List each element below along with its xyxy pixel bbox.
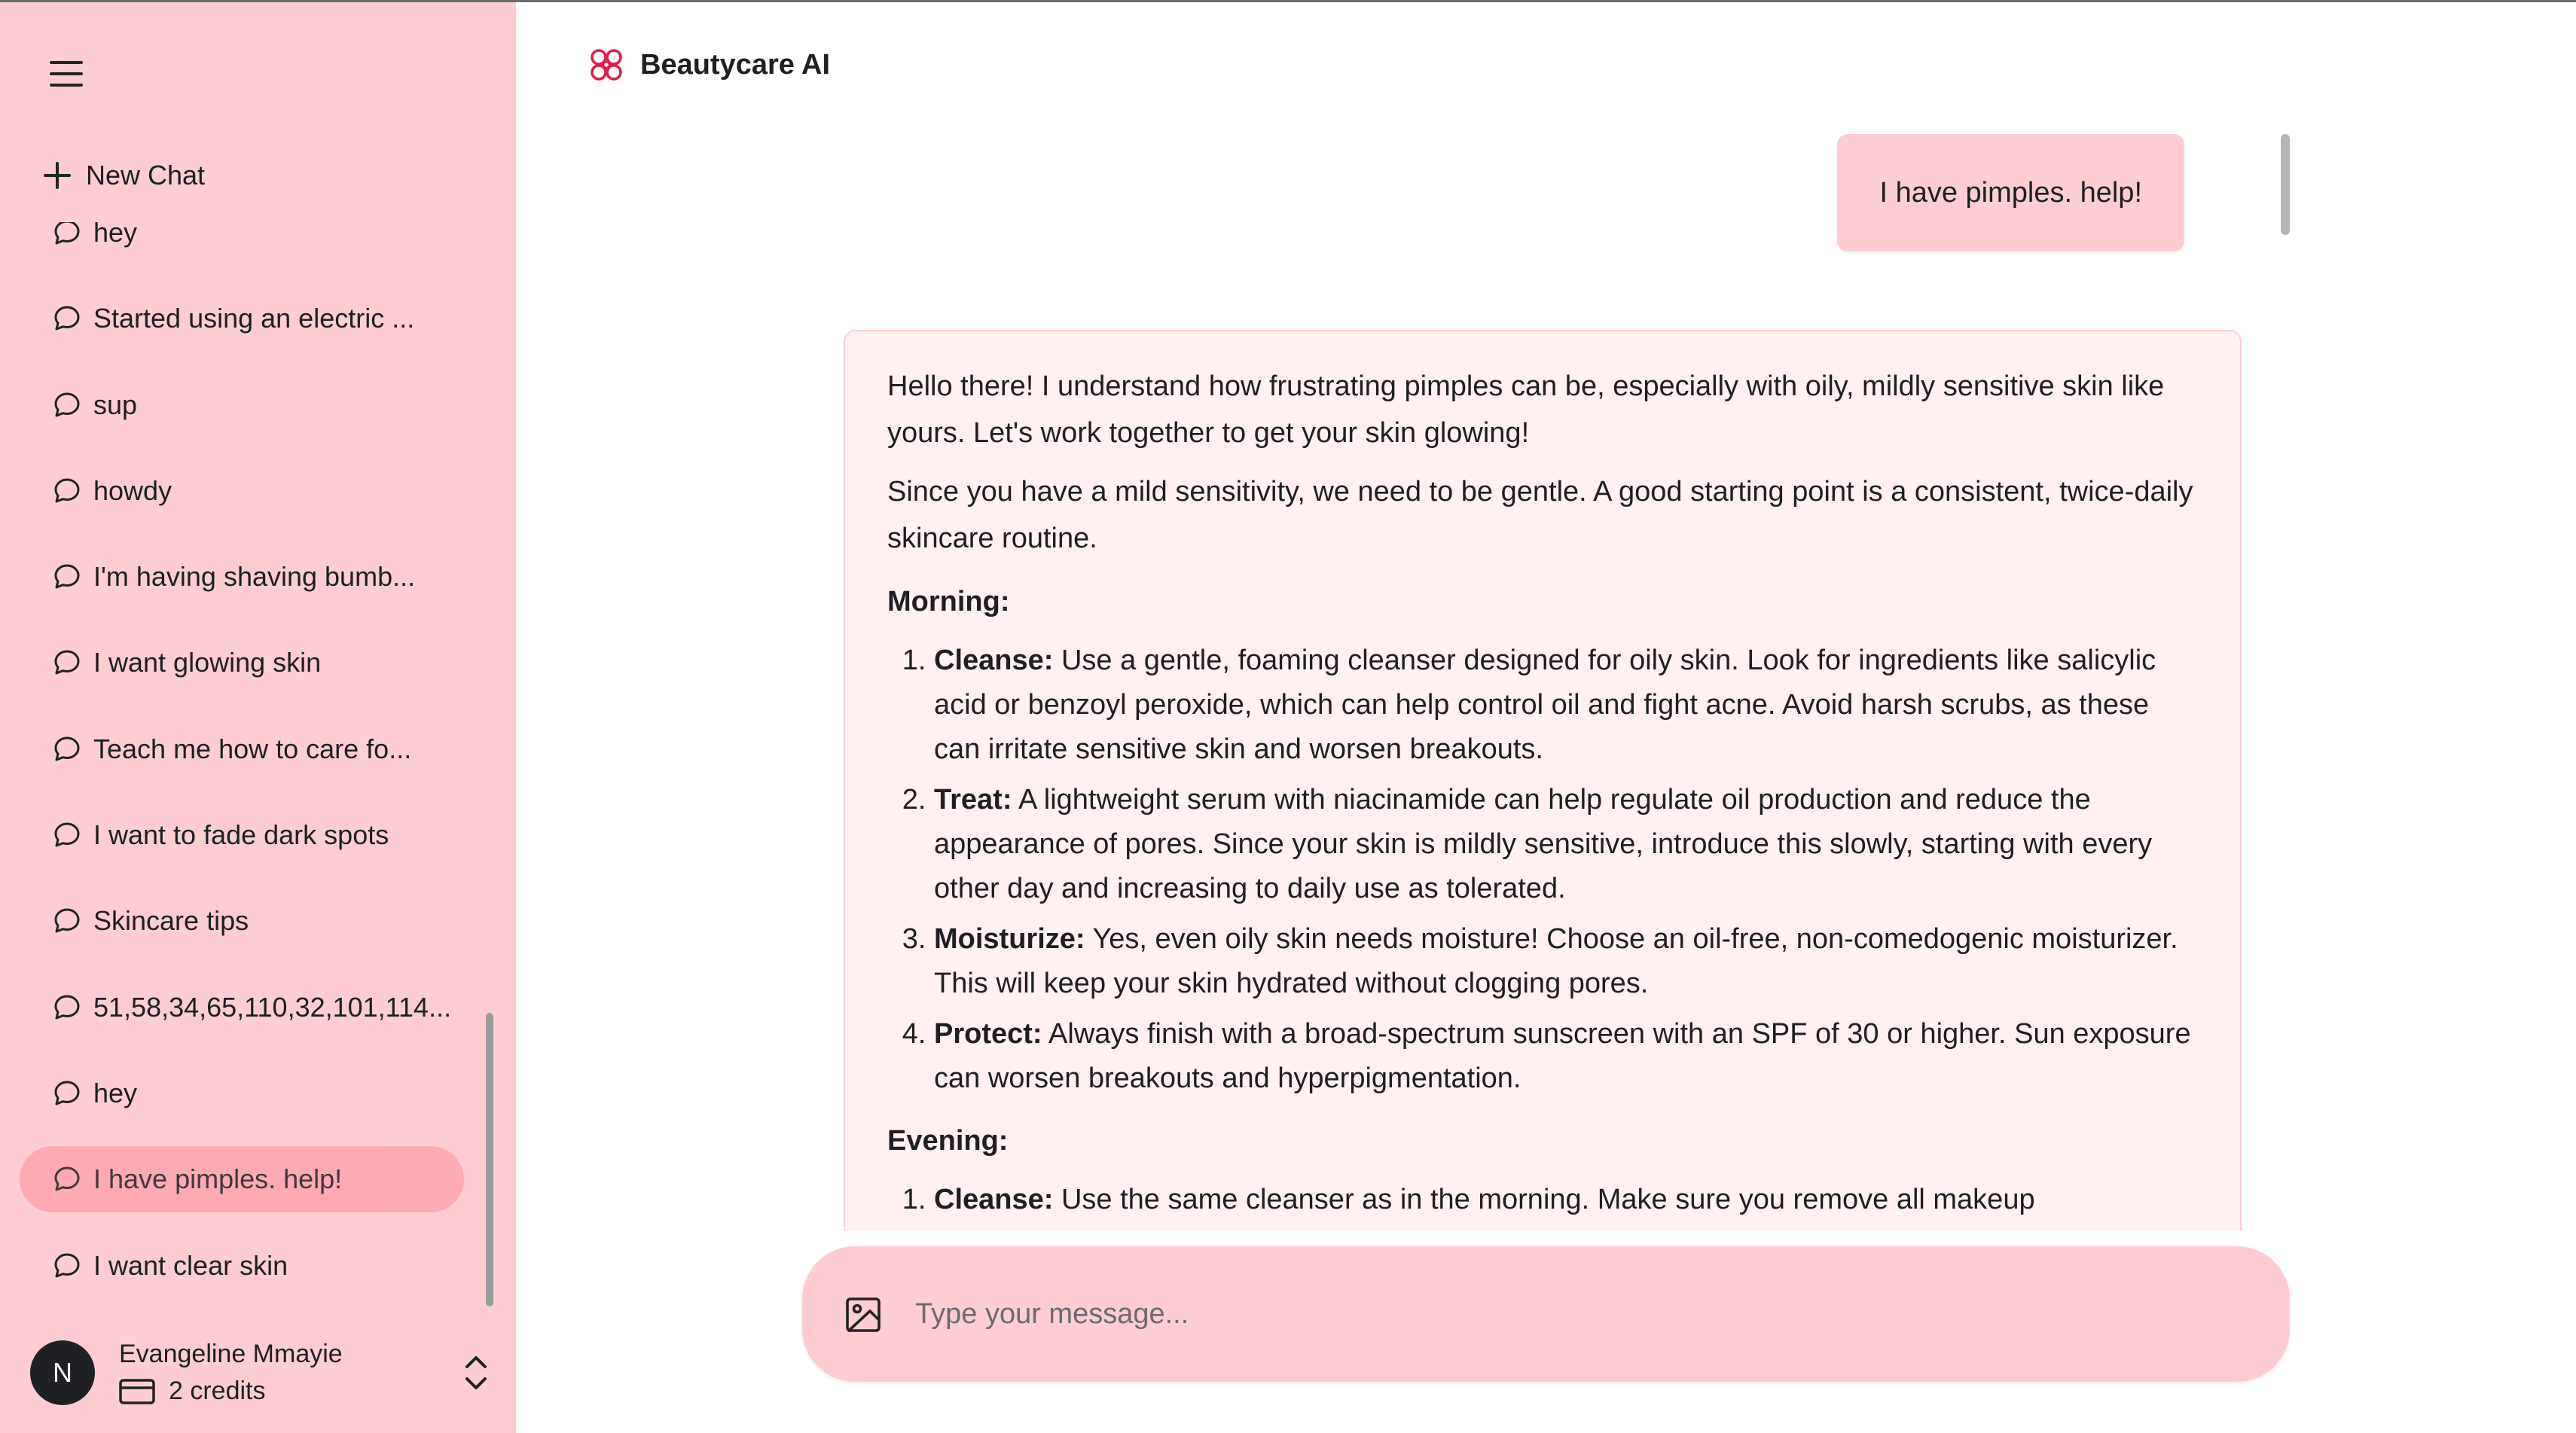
sidebar-chat-item[interactable] — [20, 1146, 464, 1212]
user-account-menu[interactable] — [30, 1328, 497, 1418]
step-title: Treat: — [934, 784, 1012, 816]
sidebar-chat-label: hey — [93, 222, 138, 248]
user-name: Evangeline Mmayie — [119, 1340, 343, 1368]
sidebar-chat-item[interactable] — [20, 222, 464, 266]
chat-bubble-icon — [53, 304, 81, 333]
sidebar-chat-label: howdy — [93, 474, 172, 506]
sidebar-chat-item[interactable] — [20, 974, 464, 1041]
chat-scrollbar[interactable] — [2281, 134, 2290, 235]
hamburger-icon[interactable] — [50, 61, 83, 90]
sidebar-scrollbar[interactable] — [486, 1013, 493, 1306]
sidebar-chat-label: hey — [93, 1077, 138, 1108]
routine-step — [934, 917, 2198, 1006]
chat-bubble-icon — [53, 1079, 81, 1108]
chat-bubble-icon — [53, 1252, 81, 1280]
sidebar-chat-label: Skincare tips — [93, 905, 249, 937]
routine-step — [934, 778, 2198, 911]
step-title: Moisturize: — [934, 923, 1085, 955]
chat-bubble-icon — [53, 907, 81, 935]
step-text: Always finish with a broad-spectrum sunscreen with an SPF of 30 or higher. Sun exposure can worsen breakouts and hyperpigmentation. — [934, 1018, 2191, 1094]
new-chat-button[interactable] — [42, 153, 205, 198]
evening-steps — [887, 1178, 2198, 1222]
brand — [588, 46, 830, 84]
chat-history-list — [0, 222, 490, 1284]
chat-bubble-icon — [53, 391, 81, 419]
step-title: Cleanse: — [934, 645, 1054, 676]
sidebar-chat-item[interactable] — [20, 458, 464, 524]
user-message: I have pimples. help! — [1837, 134, 2184, 252]
credits-count: 2 credits — [169, 1377, 266, 1405]
routine-step — [934, 1178, 2198, 1222]
sidebar-chat-item[interactable] — [20, 716, 464, 782]
app-title: Beautycare AI — [640, 48, 831, 81]
sidebar-chat-label: sup — [93, 389, 138, 420]
sidebar-chat-label: I want to fade dark spots — [93, 819, 389, 851]
chat-bubble-icon — [53, 1165, 81, 1194]
step-text: Yes, even oily skin needs moisture! Choose an oil-free, non-comedogenic moisturizer. This will keep your skin hydrated without clogging pores. — [934, 923, 2178, 999]
step-text: A lightweight serum with niacinamide can help regulate oil production and reduce the appearance of pores. Since your skin is mildly sensitive, introduce this slowly, starting with every other day and increasing to daily use as tolerated. — [934, 784, 2153, 904]
routine-step — [934, 639, 2198, 772]
avatar: N — [30, 1340, 95, 1405]
assistant-message — [844, 330, 2242, 1231]
assistant-paragraph: Since you have a mild sensitivity, we need to be gentle. A good starting point is a consistent, twice-daily skincare routine. — [887, 476, 2193, 554]
step-title: Cleanse: — [934, 1184, 1054, 1215]
sidebar-chat-label: 51,58,34,65,110,32,101,114... — [93, 991, 452, 1023]
section-heading-evening: Evening: — [887, 1125, 1009, 1157]
chat-bubble-icon — [53, 648, 81, 677]
step-text: Use a gentle, foaming cleanser designed for oily skin. Look for ingredients like salicylic acid or benzoyl peroxide, which can help control oil and fight acne. Avoid harsh scrubs, as these can irritate sensitive skin and worsen breakouts. — [934, 645, 2156, 765]
sidebar-chat-label: I want clear skin — [93, 1249, 288, 1281]
chat-bubble-icon — [53, 222, 81, 247]
chat-bubble-icon — [53, 735, 81, 764]
credit-card-icon — [119, 1378, 155, 1405]
plus-icon — [42, 160, 72, 191]
flower-logo-icon — [588, 46, 625, 84]
sidebar-chat-label: Started using an electric ... — [93, 303, 415, 334]
header — [516, 2, 2576, 130]
sidebar-chat-label: I want glowing skin — [93, 647, 322, 678]
sidebar-chat-item[interactable] — [20, 372, 464, 438]
routine-step — [934, 1012, 2198, 1101]
step-title: Protect: — [934, 1018, 1042, 1050]
sidebar-chat-item[interactable] — [20, 544, 464, 610]
chat-messages — [836, 128, 2290, 1231]
message-input[interactable] — [915, 1284, 2241, 1344]
chat-bubble-icon — [53, 993, 81, 1022]
sidebar-chat-item[interactable] — [20, 630, 464, 696]
sidebar-chat-label: I have pimples. help! — [93, 1163, 343, 1195]
message-composer — [802, 1246, 2290, 1382]
chat-bubble-icon — [53, 821, 81, 849]
sidebar-chat-item[interactable] — [20, 888, 464, 954]
new-chat-label: New Chat — [86, 160, 206, 191]
sidebar-chat-item[interactable] — [20, 802, 464, 868]
sidebar-chat-item[interactable] — [20, 285, 464, 352]
assistant-paragraph: Hello there! I understand how frustrating pimples can be, especially with oily, mildly sensitive skin like yours. Let's work together to get your skin glowing! — [887, 370, 2165, 449]
credits-row — [119, 1377, 343, 1406]
image-icon[interactable] — [844, 1296, 882, 1334]
step-text: Use the same cleanser as in the morning. Make sure you remove all makeup — [1061, 1184, 2035, 1215]
sidebar-chat-item[interactable] — [20, 1233, 464, 1284]
sidebar-chat-label: Teach me how to care fo... — [93, 733, 412, 764]
section-heading-morning: Morning: — [887, 586, 1010, 617]
chat-bubble-icon — [53, 563, 81, 591]
chevrons-up-down-icon — [462, 1352, 490, 1394]
sidebar-chat-item[interactable] — [20, 1060, 464, 1127]
morning-steps — [887, 639, 2198, 1101]
sidebar — [0, 2, 516, 1433]
sidebar-chat-label: I'm having shaving bumb... — [93, 561, 416, 593]
chat-bubble-icon — [53, 477, 81, 505]
